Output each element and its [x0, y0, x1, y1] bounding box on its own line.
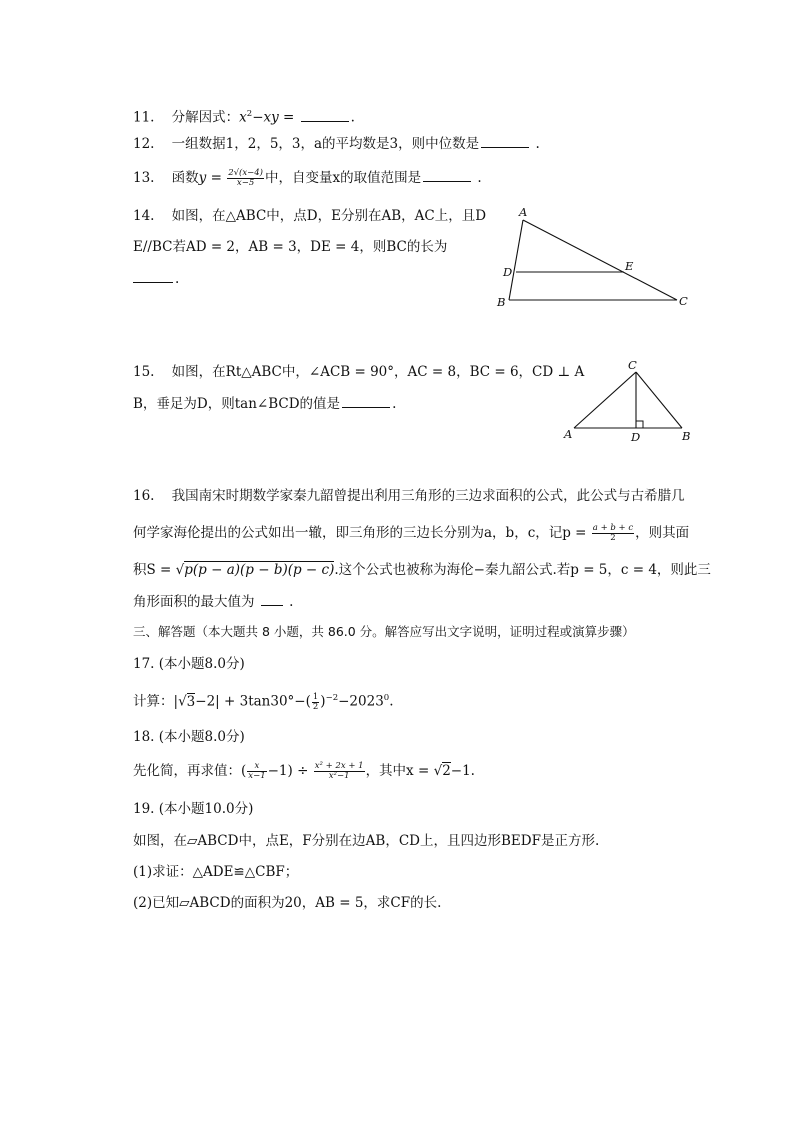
answer-blank: [133, 269, 173, 283]
numerator: x² + 2x + 1: [314, 761, 364, 771]
math-expr: −xy =: [252, 109, 295, 126]
question-text: 分解因式：: [171, 109, 240, 126]
fraction: [247, 762, 266, 781]
exponent: 0: [383, 693, 390, 703]
question-text: 一组数据1，2，5，3，a的平均数是3，则中位数是: [171, 136, 480, 152]
question-text: 先化简，再求值：(: [133, 763, 247, 779]
question-text: 积S =: [133, 562, 172, 578]
sqrt-sign: √: [178, 693, 187, 710]
exponent: −2: [325, 693, 339, 703]
sqrt-sign: √: [175, 562, 185, 578]
question-text: 如图，在△ABC中，点D，E分别在AB，AC上，且D: [171, 208, 487, 224]
question-19-head: 19. (本小题10.0分): [133, 801, 254, 817]
answer-blank: [423, 168, 471, 182]
question-16-line-4: [133, 592, 293, 612]
math-expr: y =: [198, 170, 222, 186]
question-text: 角形面积的最大值为: [133, 594, 255, 610]
punct: .: [350, 109, 355, 126]
question-12: [133, 134, 540, 154]
math-expr: −2023: [338, 693, 384, 710]
question-number: 14.: [133, 208, 155, 224]
question-text: B，垂足为D，则tan∠BCD的值是: [133, 396, 341, 412]
label-d: D: [631, 430, 641, 444]
denominator: 2: [610, 533, 616, 543]
answer-blank: [301, 108, 349, 122]
question-16-line-2: [133, 523, 689, 543]
answer-blank: [342, 394, 390, 408]
question-text: 我国南宋时期数学家秦九韶曾提出利用三角形的三边求面积的公式，此公式与古希腊几: [171, 488, 685, 504]
question-text: .这个公式也被称为海伦−秦九韶公式.若p = 5，c = 4，则此三: [334, 562, 711, 578]
question-text: 如图，在Rt△ABC中，∠ACB = 90°，AC = 8，BC = 6，CD ⊥ A: [171, 364, 585, 380]
question-text: 何学家海伦提出的公式如出一辙，即三角形的三边长分别为a，b，c，记p =: [133, 525, 587, 541]
question-number: 11.: [133, 109, 155, 126]
numerator: 1: [312, 691, 319, 702]
question-13: [133, 168, 482, 188]
question-14-line-3: [133, 269, 179, 289]
math-expr: −1.: [450, 763, 475, 779]
denominator: x²−1: [328, 771, 350, 781]
question-text: E//BC若AD = 2，AB = 3，DE = 4，则BC的长为: [133, 239, 448, 255]
question-text: 计算：|: [133, 693, 179, 710]
label-c: C: [679, 294, 688, 308]
question-17-head: 17. (本小题8.0分): [133, 656, 245, 672]
question-18-head: 18. (本小题8.0分): [133, 729, 245, 745]
label-c: C: [628, 358, 637, 372]
question-15-line-1: [133, 362, 584, 382]
punct: .: [392, 396, 397, 412]
question-19-line-1: 如图，在▱ABCD中，点E，F分别在边AB，CD上，且四边形BEDF是正方形.: [133, 833, 600, 849]
label-b: B: [497, 295, 506, 309]
punct: .: [175, 271, 180, 287]
question-number: 16.: [133, 488, 155, 504]
punct: .: [477, 170, 482, 186]
question-18-body: [133, 761, 475, 781]
section-heading: 三、解答题（本大题共 8 小题，共 86.0 分。解答应写出文字说明，证明过程或演算步骤）: [133, 624, 635, 639]
figure-q14-triangle: [495, 202, 705, 312]
math-expr: x: [239, 109, 247, 126]
label-a: A: [519, 205, 528, 219]
denominator: x−5: [236, 178, 255, 188]
question-14-line-2: [133, 237, 447, 257]
question-text: 中，自变量x的取值范围是: [264, 170, 422, 186]
exponent: 2: [246, 109, 253, 119]
fraction: [592, 524, 634, 543]
question-19-line-3: (2)已知▱ABCD的面积为20，AB = 5，求CF的长.: [133, 895, 442, 911]
punct: .: [389, 693, 394, 710]
sqrt-expr: 2: [442, 763, 451, 779]
math-expr: −1) ÷: [267, 763, 309, 779]
figure-q15-right-triangle: [562, 358, 702, 448]
label-d: D: [503, 265, 513, 279]
question-17-body: 计算：|√3−2| + 3tan30°−( $\frac{1}{2}$ )$^{-2}-2023^0$.: [133, 691, 394, 712]
numerator: a + b + c: [592, 523, 634, 533]
question-text: ，则其面: [635, 525, 690, 541]
punct: .: [289, 594, 294, 610]
question-16-line-3: [133, 560, 711, 580]
fraction: [314, 762, 365, 781]
question-16-line-1: [133, 486, 685, 506]
question-number: 12.: [133, 136, 155, 152]
fraction: [312, 693, 319, 712]
sqrt-expr: p(p − a)(p − b)(p − c): [184, 562, 335, 578]
question-number: 13.: [133, 170, 155, 186]
denominator: 2: [312, 701, 319, 712]
label-b: B: [682, 429, 691, 443]
question-11: [133, 104, 355, 128]
numerator: x: [247, 762, 266, 772]
question-number: 15.: [133, 364, 155, 380]
fraction: [227, 169, 264, 188]
label-e: E: [625, 259, 634, 273]
question-text: 函数: [171, 170, 199, 186]
sqrt-sign: √: [433, 763, 443, 779]
question-19-line-2: (1)求证：△ADE≌△CBF；: [133, 864, 299, 880]
sqrt-expr: 3: [186, 693, 196, 710]
math-expr: −2| + 3tan30°−(: [195, 693, 311, 710]
question-text: ，其中x =: [365, 763, 430, 779]
label-a: A: [564, 427, 573, 441]
answer-blank: [261, 592, 283, 606]
question-15-line-2: [133, 394, 396, 414]
answer-blank: [481, 134, 529, 148]
punct: .: [535, 136, 540, 152]
numerator: 2√(x−4): [228, 168, 263, 178]
denominator: x−1: [248, 771, 266, 781]
question-14-line-1: [133, 206, 486, 226]
